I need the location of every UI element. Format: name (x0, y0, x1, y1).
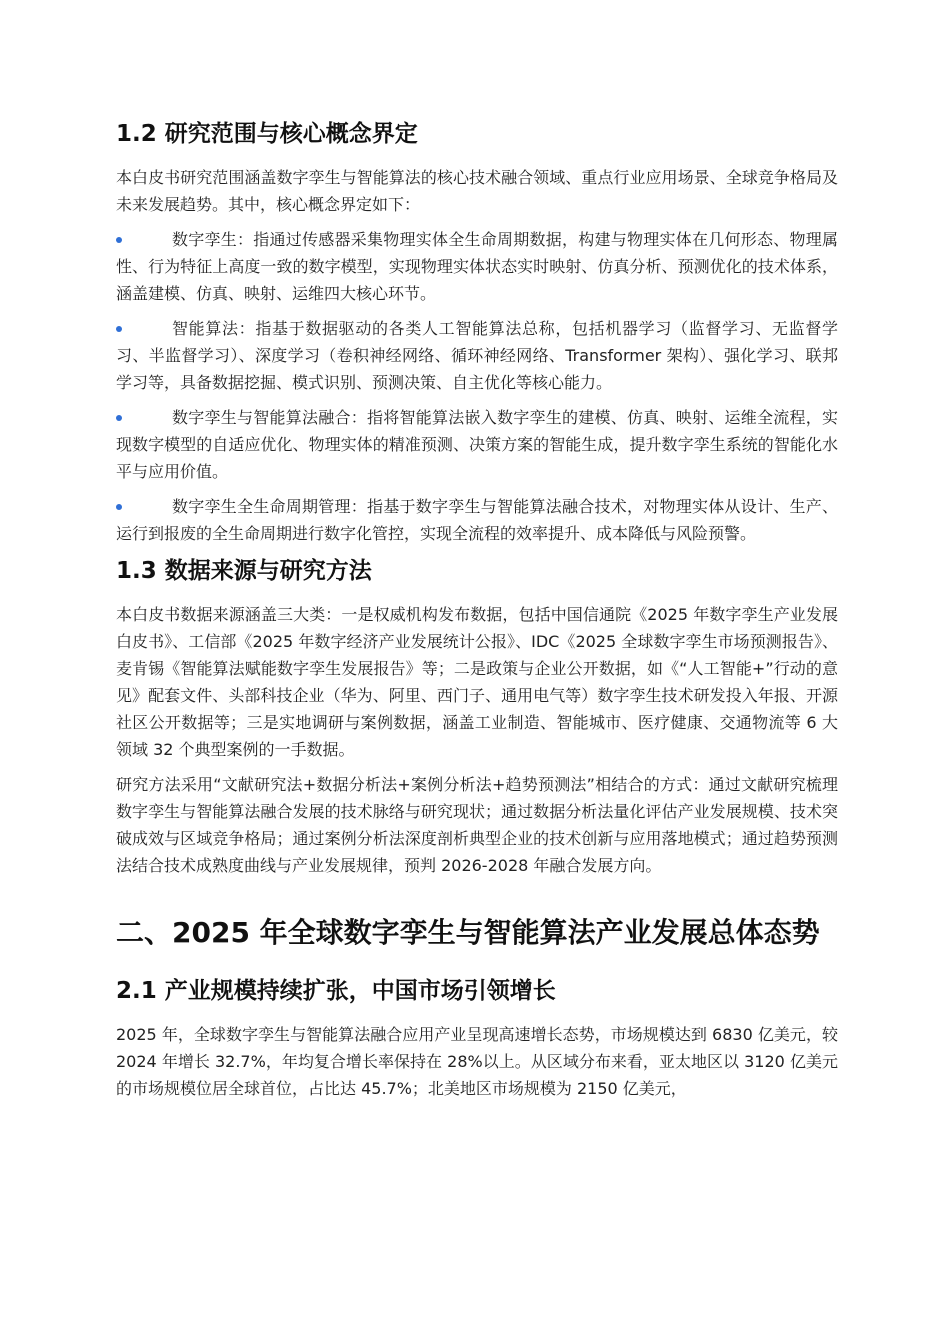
chapter-heading-2: 二、2025 年全球数字孪生与智能算法产业发展总体态势 (116, 916, 820, 949)
bullet-text: 数字孪生全生命周期管理：指基于数字孪生与智能算法融合技术，对物理实体从设计、生产、运行到报废的全生命周期进行数字化管控，实现全流程的效率提升、成本降低与风险预警。 (116, 497, 838, 543)
section-heading-1-2: 1.2 研究范围与核心概念界定 (116, 121, 418, 147)
bullet-item-fusion (116, 404, 838, 485)
bullet-text: 智能算法：指基于数据驱动的各类人工智能算法总称，包括机器学习（监督学习、无监督学习、半监督学习）、深度学习（卷积神经网络、循环神经网络、Transformer 架构）、强化学习、联邦学习等，具备数据挖掘、模式识别、预测决策、自主优化等核心能力。 (116, 319, 838, 392)
bullet-item-lifecycle (116, 493, 838, 547)
bullet-dot-icon (116, 415, 122, 421)
section-heading-2-1: 2.1 产业规模持续扩张，中国市场引领增长 (116, 978, 556, 1004)
bullet-item-digital-twin (116, 226, 838, 307)
bullet-text: 数字孪生：指通过传感器采集物理实体全生命周期数据，构建与物理实体在几何形态、物理属性、行为特征上高度一致的数字模型，实现物理实体状态实时映射、仿真分析、预测优化的技术体系，涵盖建模、仿真、映射、运维四大核心环节。 (116, 230, 838, 303)
section-1-3-data-sources: 本白皮书数据来源涵盖三大类：一是权威机构发布数据，包括中国信通院《2025 年数字孪生产业发展白皮书》、工信部《2025 年数字经济产业发展统计公报》、IDC《2025 全球数字孪生市场预测报告》、麦肯锡《智能算法赋能数字孪生发展报告》等；二是政策与企业公开数据，如《“人工智能+”行动的意见》配套文件、头部科技企业（华为、阿里、西门子、通用电气等）数字孪生技术研发投入年报、开源社区公开数据等；三是实地调研与案例数据，涵盖工业制造、智能城市、医疗健康、交通物流等 6 大领域 32 个典型案例的一手数据。 (116, 605, 838, 759)
bullet-dot-icon (116, 237, 122, 243)
section-1-2-intro: 本白皮书研究范围涵盖数字孪生与智能算法的核心技术融合领域、重点行业应用场景、全球竞争格局及未来发展趋势。其中，核心概念界定如下： (116, 168, 838, 214)
bullet-dot-icon (116, 326, 122, 332)
section-2-1-market-size: 2025 年，全球数字孪生与智能算法融合应用产业呈现高速增长态势，市场规模达到 6830 亿美元，较 2024 年增长 32.7%，年均复合增长率保持在 28%以上。从区域分布来看，亚太地区以 3120 亿美元的市场规模位居全球首位，占比达 45.7%；北美地区市场规模为 2150 亿美元， (116, 1025, 838, 1098)
bullet-dot-icon (116, 504, 122, 510)
section-1-3-methods: 研究方法采用“文献研究法+数据分析法+案例分析法+趋势预测法”相结合的方式：通过文献研究梳理数字孪生与智能算法融合发展的技术脉络与研究现状；通过数据分析法量化评估产业发展规模、技术突破成效与区域竞争格局；通过案例分析法深度剖析典型企业的技术创新与应用落地模式；通过趋势预测法结合技术成熟度曲线与产业发展规律，预判 2026-2028 年融合发展方向。 (116, 775, 838, 875)
section-heading-1-3: 1.3 数据来源与研究方法 (116, 558, 372, 584)
bullet-text: 数字孪生与智能算法融合：指将智能算法嵌入数字孪生的建模、仿真、映射、运维全流程，实现数字模型的自适应优化、物理实体的精准预测、决策方案的智能生成，提升数字孪生系统的智能化水平与应用价值。 (116, 408, 838, 481)
bullet-item-intelligent-algorithm (116, 315, 838, 396)
